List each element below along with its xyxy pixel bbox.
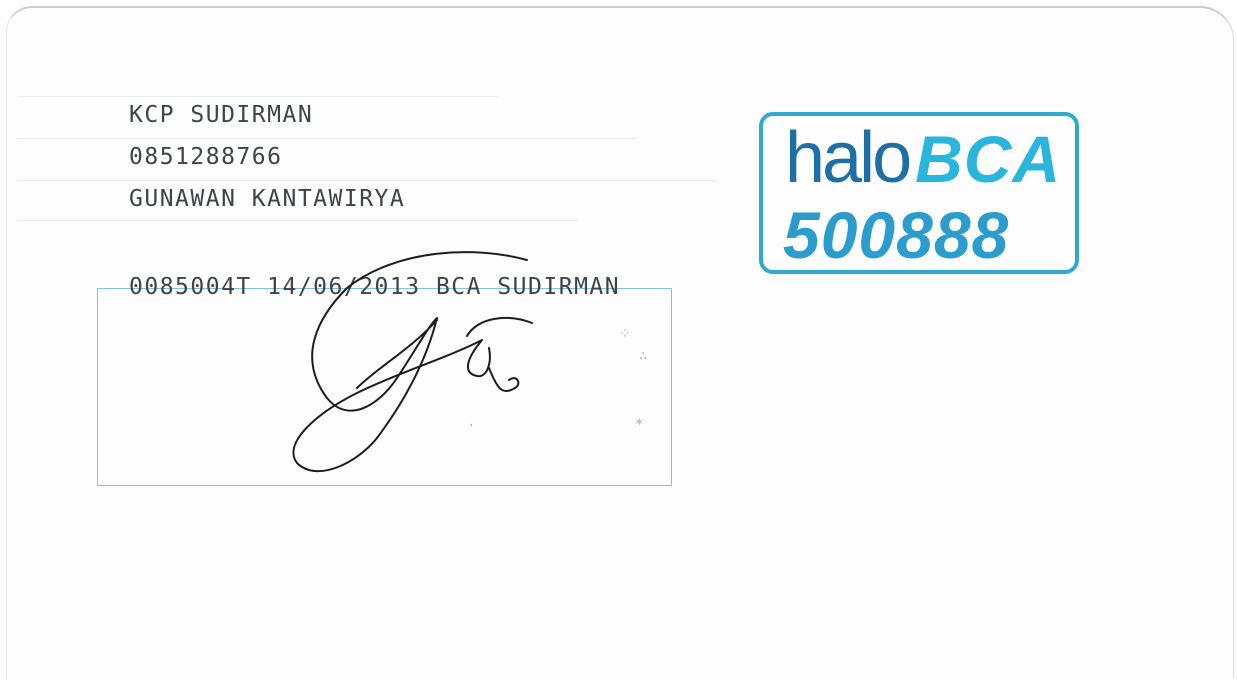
holder-name: GUNAWAN KANTAWIRYA <box>129 186 406 212</box>
halo-bca-stamp <box>759 112 1079 274</box>
branch-name: KCP SUDIRMAN <box>129 102 314 128</box>
bank-card-back <box>6 6 1234 678</box>
dust-speck: ✶ <box>635 414 644 430</box>
signature-line-text: 0085004T 14/06/2013 BCA SUDIRMAN <box>129 274 621 300</box>
stamp-brand: BCA <box>915 122 1062 196</box>
dust-speck: ⁘ <box>619 326 631 342</box>
dust-speck: · <box>467 418 476 434</box>
dust-speck: ∴ <box>639 348 648 364</box>
stamp-line-1 <box>785 118 1062 198</box>
account-number: 0851288766 <box>129 144 283 170</box>
print-streak <box>17 138 637 139</box>
signature-icon <box>277 248 557 488</box>
print-streak <box>17 220 577 221</box>
print-streak <box>17 180 717 181</box>
stamp-number: 500888 <box>783 198 1010 272</box>
stamp-prefix: halo <box>785 118 910 198</box>
print-streak <box>17 96 497 97</box>
